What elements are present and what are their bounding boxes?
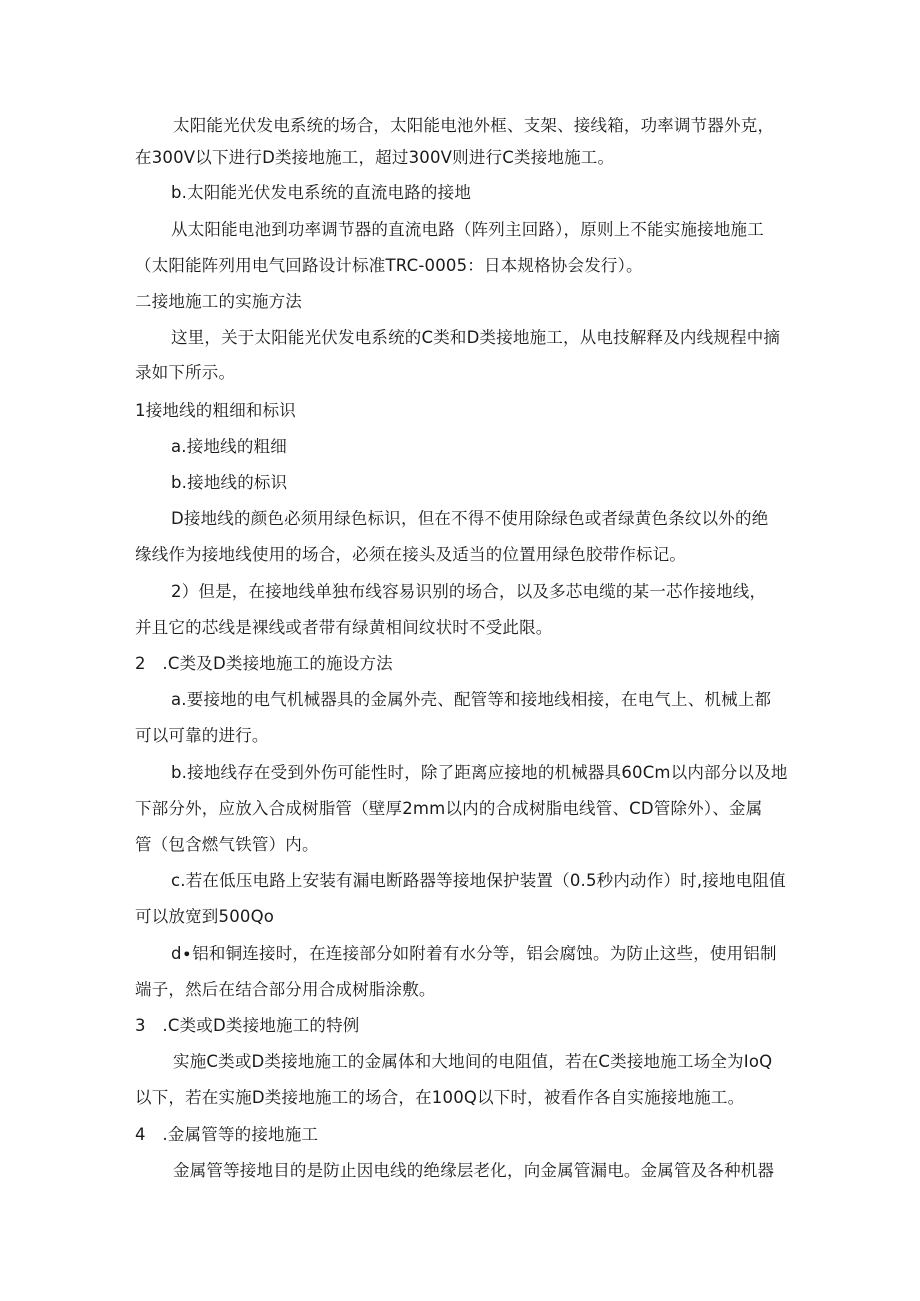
paragraph-line: 并且它的芯线是裸线或者带有绿黄相间纹状时不受此限。	[135, 618, 553, 637]
subsection-heading: 1接地线的粗细和标识	[135, 401, 296, 420]
paragraph-line: 这里，关于太阳能光伏发电系统的C类和D类接地施工，从电技解释及内线规程中摘	[171, 328, 781, 347]
list-item: a.要接地的电气机械器具的金属外壳、配管等和接地线相接，在电气上、机械上都	[171, 690, 772, 709]
paragraph-line: 以下，若在实施D类接地施工的场合，在100Q以下时，被看作各自实施接地施工。	[135, 1088, 745, 1107]
subsection-heading: 2 .C类及D类接地施工的施设方法	[135, 654, 393, 673]
paragraph-line: 缘线作为接地线使用的场合，必须在接头及适当的位置用绿色胶带作标记。	[135, 545, 687, 564]
paragraph-line: 录如下所示。	[135, 363, 236, 382]
paragraph-line: 管（包含燃气铁管）内。	[135, 835, 319, 854]
paragraph-line: 可以可靠的进行。	[135, 726, 269, 745]
section-heading: 二接地施工的实施方法	[135, 292, 302, 311]
paragraph-line: 端子，然后在结合部分用合成树脂涂敷。	[135, 980, 436, 999]
paragraph-line: 从太阳能电池到功率调节器的直流电路（阵列主回路），原则上不能实施接地施工	[171, 220, 764, 239]
list-item: b.接地线存在受到外伤可能性时，除了距离应接地的机械器具60Cm以内部分以及地	[171, 763, 788, 782]
paragraph-line: 实施C类或D类接地施工的金属体和大地间的电阻值，若在C类接地施工场全为IoQ	[173, 1052, 773, 1071]
subsection-heading: 4 .金属管等的接地施工	[135, 1125, 319, 1144]
paragraph-line: 下部分外，应放入合成树脂管（壁厚2mm以内的合成树脂电线管、CD管除外）、金属	[135, 799, 763, 818]
list-item: c.若在低压电路上安装有漏电断路器等接地保护装置（0.5秒内动作）时,接地电阻值	[171, 871, 786, 890]
paragraph-line: 可以放宽到500Qo	[135, 907, 275, 926]
paragraph-line: 2）但是，在接地线单独布线容易识别的场合，以及多芯电缆的某一芯作接地线，	[171, 582, 767, 601]
paragraph-line: 在300V以下进行D类接地施工，超过300V则进行C类接地施工。	[135, 148, 615, 167]
subsection-heading: 3 .C类或D类接地施工的特例	[135, 1016, 360, 1035]
paragraph-line: D接地线的颜色必须用绿色标识，但在不得不使用除绿色或者绿黄色条纹以外的绝	[171, 509, 769, 528]
paragraph-line: 太阳能光伏发电系统的场合，太阳能电池外框、支架、接线箱，功率调节器外克，	[173, 116, 775, 135]
list-item: d∙铝和铜连接时，在连接部分如附着有水分等，铝会腐蚀。为防止这些，使用铝制	[171, 944, 777, 963]
subsection-heading: b.太阳能光伏发电系统的直流电路的接地	[171, 183, 472, 202]
list-item: a.接地线的粗细	[171, 437, 287, 456]
paragraph-line: （太阳能阵列用电气回路设计标准TRC-0005：日本规格协会发行）。	[135, 256, 643, 275]
list-item: b.接地线的标识	[171, 473, 288, 492]
paragraph-line: 金属管等接地目的是防止因电线的绝缘层老化，向金属管漏电。金属管及各种机器	[173, 1161, 775, 1180]
